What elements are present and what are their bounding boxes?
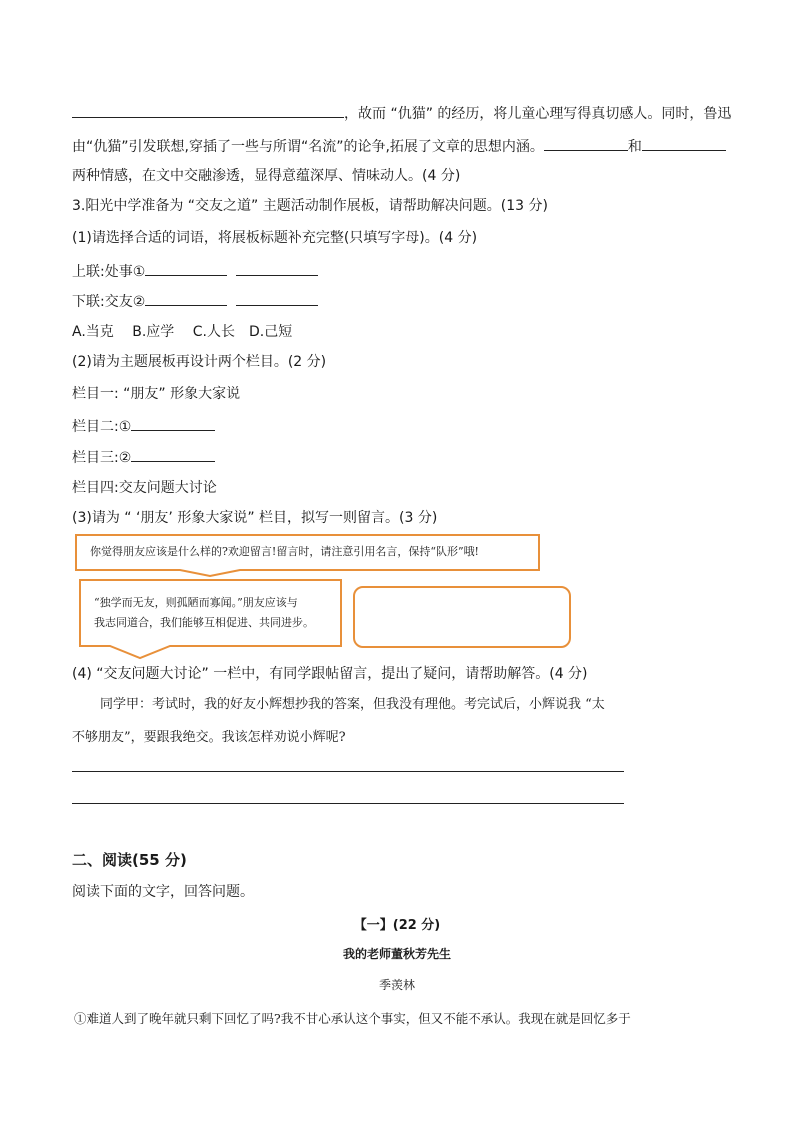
student-a-line1: 同学甲：考试时，我的好友小辉想抄我的答案，但我没有理他。考完试后，小辉说我 “太 [100, 697, 605, 712]
couplet-upper: 上联:处事① [72, 261, 318, 282]
question-3-sub2: (2)请为主题展板再设计两个栏目。(2 分) [72, 354, 327, 370]
column-3: 栏目三:② [72, 447, 215, 468]
bubble-top-text: 你觉得朋友应该是什么样的?欢迎留言!留言时，请注意引用名言，保持“队形”哦! [90, 545, 479, 558]
article-paragraph-1: ①难道人到了晚年就只剩下回忆了吗?我不甘心承认这个事实，但又不能不承认。我现在就是回忆多于 [74, 1011, 631, 1026]
student-a-line2: 不够朋友”，要跟我绝交。我该怎样劝说小辉呢? [72, 730, 346, 745]
para1-line1: ，故而 “仇猫” 的经历，将儿童心理写得真切感人。同时，鲁迅 [72, 103, 731, 124]
column-4: 栏目四:交友问题大讨论 [72, 480, 217, 496]
options-line: A.当克 B.应学 C.人长 D.己短 [72, 324, 293, 340]
answer-line[interactable] [72, 771, 624, 772]
bubble-left-line2: 我志同道合，我们能够互相促进、共同进步。 [94, 616, 314, 629]
article-title: 我的老师董秋芳先生 [342, 947, 451, 961]
para1-line2: 由“仇猫”引发联想,穿插了一些与所谓“名流”的论争,拓展了文章的思想内涵。 和 [72, 136, 726, 157]
question-3-sub3: (3)请为 “ ‘朋友’ 形象大家说” 栏目，拟写一则留言。(3 分) [72, 510, 438, 526]
bubble-left-line1: “独学而无友，则孤陋而寡闻。”朋友应该与 [94, 596, 298, 609]
article-author: 季羡林 [378, 978, 415, 992]
reply-input-area[interactable] [358, 591, 566, 643]
column-1: 栏目一: “朋友” 形象大家说 [72, 386, 241, 402]
section-2-instruction: 阅读下面的文字，回答问题。 [72, 884, 254, 900]
question-3-sub4: (4) “交友问题大讨论” 一栏中，有同学跟帖留言，提出了疑问，请帮助解答。(4 分) [72, 666, 588, 682]
couplet-lower: 下联:交友② [72, 291, 318, 312]
question-3-sub1: (1)请选择合适的词语，将展板标题补充完整(只填写字母)。(4 分) [72, 230, 478, 246]
question-3-title: 3.阳光中学准备为 “交友之道” 主题活动制作展板，请帮助解决问题。(13 分) [72, 198, 548, 214]
section-2-heading: 二、阅读(55 分) [72, 851, 187, 869]
column-2: 栏目二:① [72, 416, 215, 437]
para1-line3: 两种情感，在文中交融渗透，显得意蕴深厚、情味动人。(4 分) [72, 168, 461, 184]
answer-line[interactable] [72, 803, 624, 804]
part-label: 【一】(22 分) [353, 918, 441, 933]
